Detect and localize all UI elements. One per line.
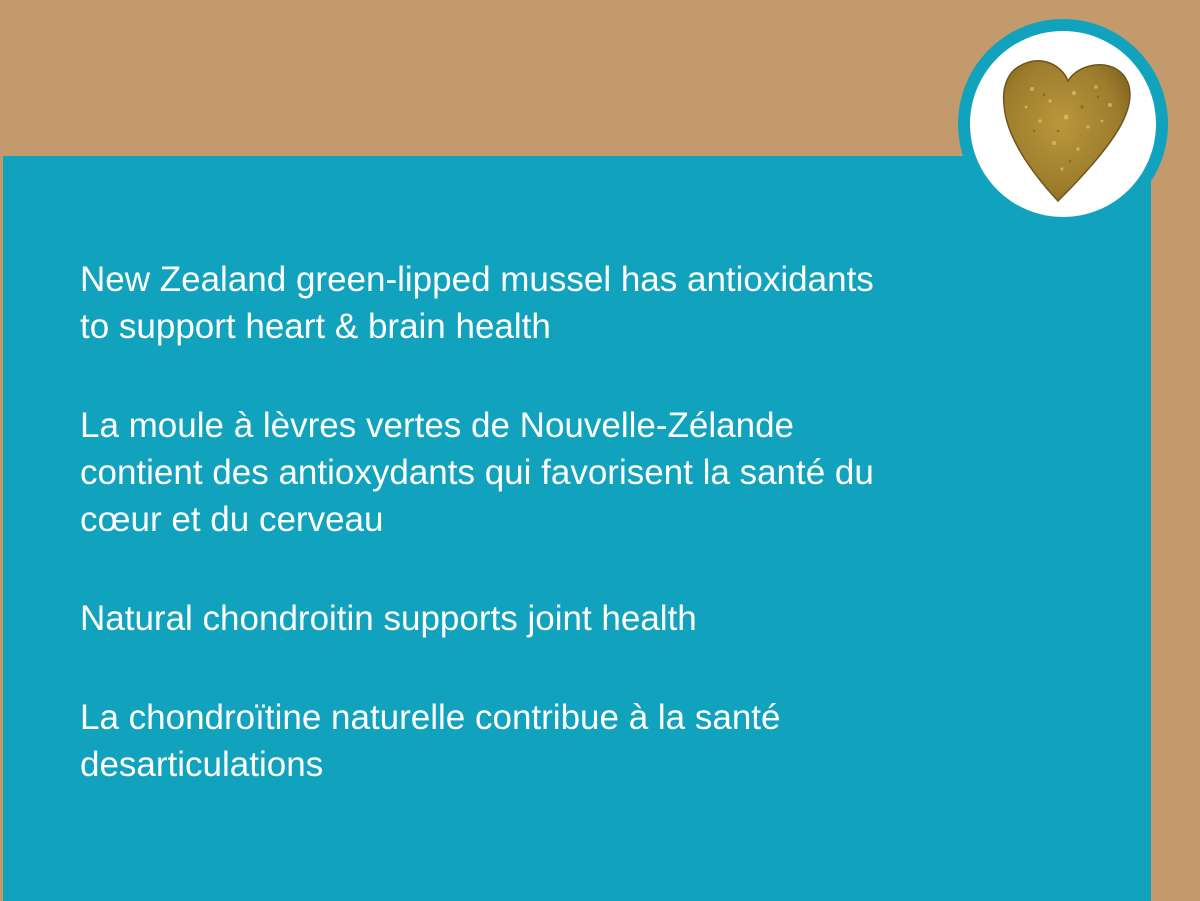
treat-badge — [958, 19, 1168, 229]
benefit-paragraph-en-joint: Natural chondroitin supports joint health — [80, 599, 697, 638]
benefit-paragraph-en-heart: New Zealand green-lipped mussel has antioxidants to support heart & brain health — [80, 260, 874, 346]
benefit-paragraph-fr-heart: La moule à lèvres vertes de Nouvelle-Zélande contient des antioxydants qui favorisent la santé du cœur et du cerveau — [80, 406, 874, 539]
benefit-text-block — [80, 256, 1110, 840]
heart-shaped-treat-icon — [970, 31, 1156, 217]
treat-badge-inner — [970, 31, 1156, 217]
benefit-paragraph-fr-joint: La chondroïtine naturelle contribue à la santé desarticulations — [80, 698, 781, 784]
